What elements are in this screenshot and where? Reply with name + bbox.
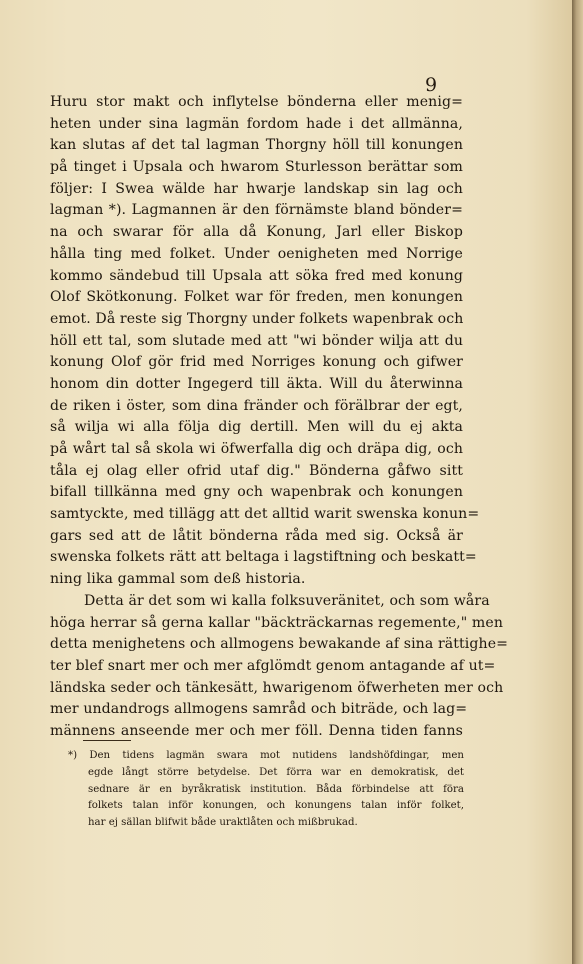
page-number: 9 — [425, 74, 438, 96]
footnote-line: sednare är en byråkratisk institution. Båda förbindelse att föra — [88, 783, 464, 795]
footnote-line: har ej sällan blifwit både uraktlåten och mißbrukad. — [88, 817, 358, 829]
body-line: kommo sändebud till Upsala att söka fred med konung — [50, 267, 463, 284]
body-line: ländska seder och tänkesätt, hwarigenom öfwerheten mer och — [50, 679, 504, 696]
body-line: männens anseende mer och mer föll. Denna tiden fanns — [50, 722, 463, 739]
body-line: Olof Skötkonung. Folket war för freden, men konungen — [50, 289, 463, 306]
body-line: ter blef snart mer och mer afglömdt genom antagande af ut= — [50, 657, 496, 674]
body-line: lagman *). Lagmannen är den förnämste bland bönder= — [50, 202, 463, 219]
footnote-line: folkets talan inför konungen, och konungens talan inför folket, — [88, 800, 464, 812]
body-line: gars sed att de låtit bönderna råda med sig. Också är — [50, 527, 463, 544]
footnote — [68, 748, 464, 832]
footnote-line: egde långt större betydelse. Det förra war en demokratisk, det — [88, 766, 464, 778]
footnote-line: *) Den tidens lagmän swara mot nutidens landshöfdingar, men — [68, 750, 464, 761]
body-line: samtyckte, med tillägg att det alltid warit swenska konun= — [50, 506, 480, 523]
body-line: na och swarar för alla då Konung, Jarl eller Biskop — [50, 224, 463, 241]
body-line: bifall tillkänna med gny och wapenbrak och konungen — [50, 484, 463, 501]
body-line: emot. Då reste sig Thorgny under folkets wapenbrak och — [50, 310, 464, 327]
body-line: tåla ej olag eller ofrid utaf dig." Bönderna gåfwo sitt — [50, 462, 463, 479]
body-line: ning lika gammal som deß historia. — [50, 571, 306, 588]
body-line: höga herrar så gerna kallar "bäckträckarnas regemente," men — [50, 614, 503, 631]
footnote-divider — [83, 740, 131, 741]
body-line: följer: I Swea wälde har hwarje landskap sin lag och — [50, 180, 463, 197]
body-line: kan slutas af det tal lagman Thorgny höll till konungen — [50, 137, 463, 154]
body-line: Detta är det som wi kalla folksuveränitet, och som wåra — [84, 592, 490, 609]
body-line: mer undandrogs allmogens samråd och biträde, och lag= — [50, 701, 468, 718]
body-line: Huru stor makt och inflytelse bönderna eller menig= — [50, 94, 463, 110]
body-line: honom din dotter Ingegerd till äkta. Will du återwinna — [50, 375, 463, 392]
body-line: detta menighetens och allmogens bewakande af sina rättighe= — [50, 636, 509, 653]
body-line: höll ett tal, som slutade med att "wi bönder wilja att du — [50, 332, 463, 349]
body-line: på wårt tal så skola wi öfwerfalla dig och dräpa dig, och — [50, 441, 463, 457]
page-edge — [572, 0, 583, 964]
body-line: på tinget i Upsala och hwarom Sturlesson berättar som — [50, 159, 463, 176]
body-line: konung Olof gör frid med Norriges konung och gifwer — [50, 354, 463, 371]
body-line: så wilja wi alla följa dig dertill. Men will du ej akta — [50, 419, 463, 436]
body-text — [50, 92, 509, 743]
body-line: swenska folkets rätt att beltaga i lagstiftning och beskatt= — [50, 549, 477, 566]
body-line: de riken i öster, som dina fränder och förälbrar der egt, — [50, 397, 463, 414]
body-line: hålla ting med folket. Under oenigheten med Norrige — [50, 245, 463, 262]
body-line: heten under sina lagmän fordom hade i det allmänna, — [50, 115, 463, 132]
